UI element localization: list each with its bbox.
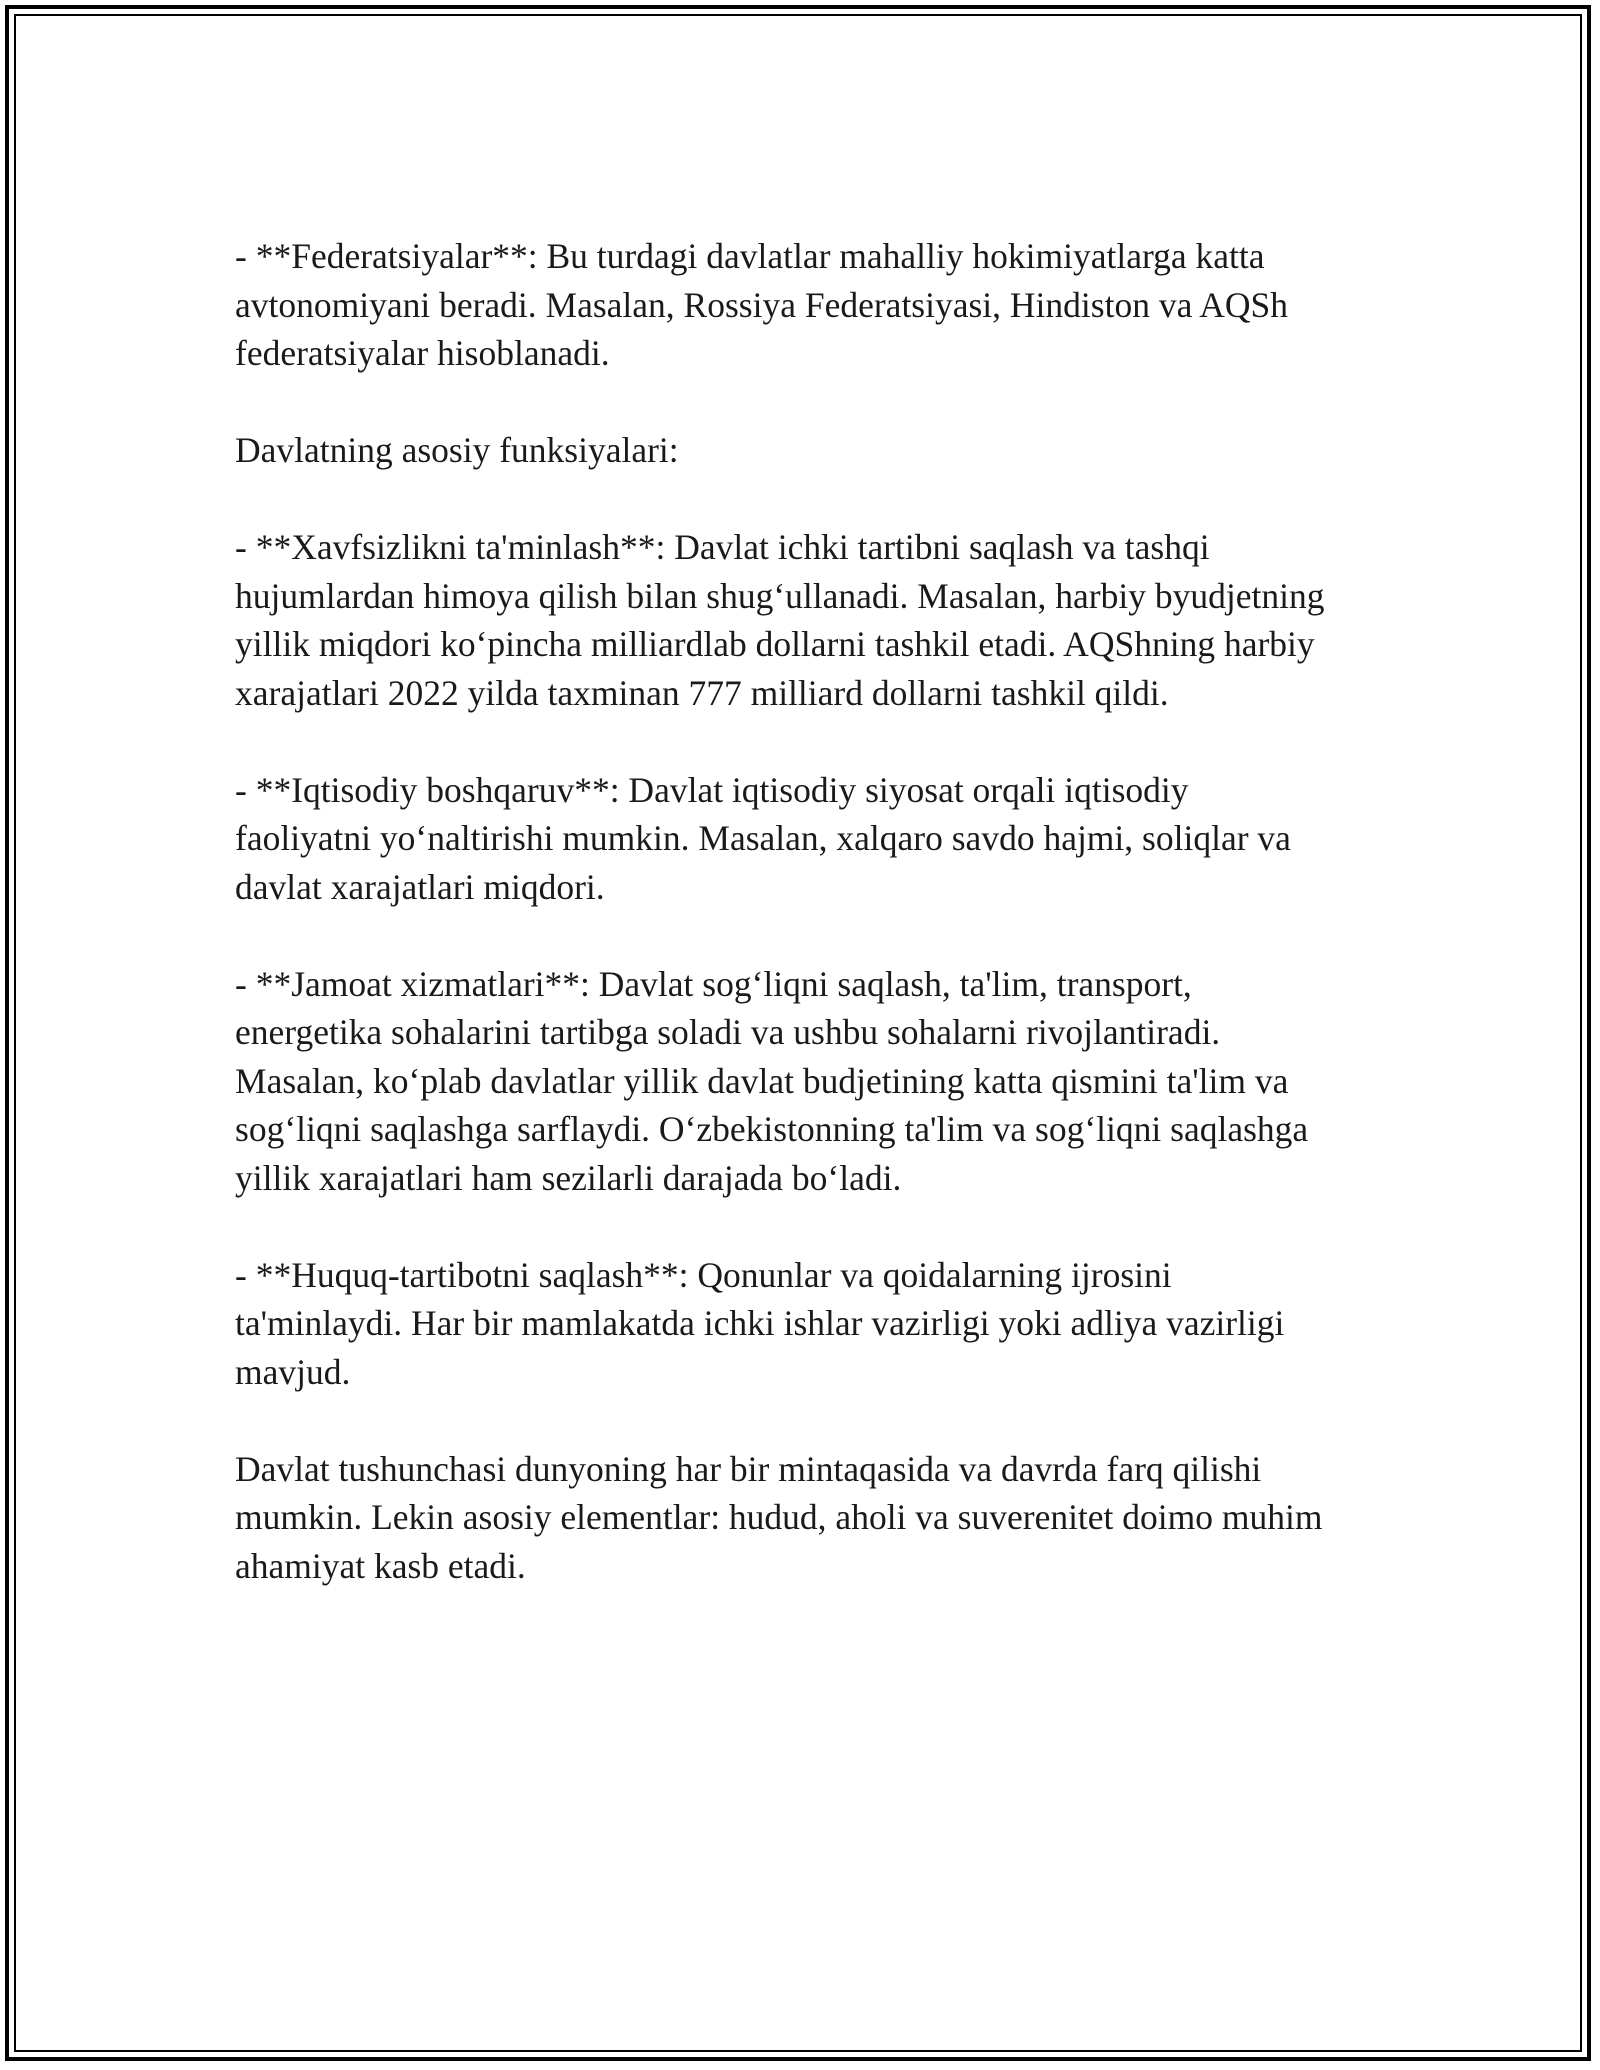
paragraph-iqtisodiy-boshqaruv: - **Iqtisodiy boshqaruv**: Davlat iqtisodiy siyosat orqali iqtisodiy faoliyatni yo‘naltirishi mumkin. Masalan, xalqaro savdo hajmi, soliqlar va davlat xarajatlari miqdori. xyxy=(235,769,1291,907)
paragraph-jamoat-xizmatlari: - **Jamoat xizmatlari**: Davlat sog‘liqni saqlash, ta'lim, transport, energetika sohalarini tartibga soladi va ushbu sohalarni rivojlantiradi. Masalan, ko‘plab davlatlar yillik davlat budjetining katta qismini ta'lim va sog‘liqni saqlashga sarflaydi. O‘zbekistonning ta'lim va sog‘liqni saqlashga yillik xarajatlari ham sezilarli darajada bo‘ladi. xyxy=(235,963,1309,1198)
paragraph-funksiyalar-heading: Davlatning asosiy funksiyalari: xyxy=(235,430,679,470)
paragraph-federatsiyalar: - **Federatsiyalar**: Bu turdagi davlatlar mahalliy hokimiyatlarga katta avtonomiyani beradi. Masalan, Rossiya Federatsiyasi, Hindiston va AQSh federatsiyalar hisoblanadi. xyxy=(235,236,1289,373)
paragraph-huquq-tartibot: - **Huquq-tartibotni saqlash**: Qonunlar va qoidalarning ijrosini ta'minlaydi. Har bir mamlakatda ichki ishlar vazirligi yoki adliya vazirligi mavjud. xyxy=(235,1254,1285,1392)
paragraph-conclusion: Davlat tushunchasi dunyoning har bir mintaqasida va davrda farq qilishi mumkin. Lekin asosiy elementlar: hudud, aholi va suverenitet doimo muhim ahamiyat kasb etadi. xyxy=(235,1448,1323,1586)
paragraph-xavfsizlik: - **Xavfsizlikni ta'minlash**: Davlat ichki tartibni saqlash va tashqi hujumlardan himoya qilish bilan shug‘ullanadi. Masalan, harbiy byudjetning yillik miqdori ko‘pincha milliardlab dollarni tashkil etadi. AQShning harbiy xarajatlari 2022 yilda taxminan 777 milliard dollarni tashkil qildi. xyxy=(235,527,1325,713)
document-body xyxy=(235,232,1385,1590)
